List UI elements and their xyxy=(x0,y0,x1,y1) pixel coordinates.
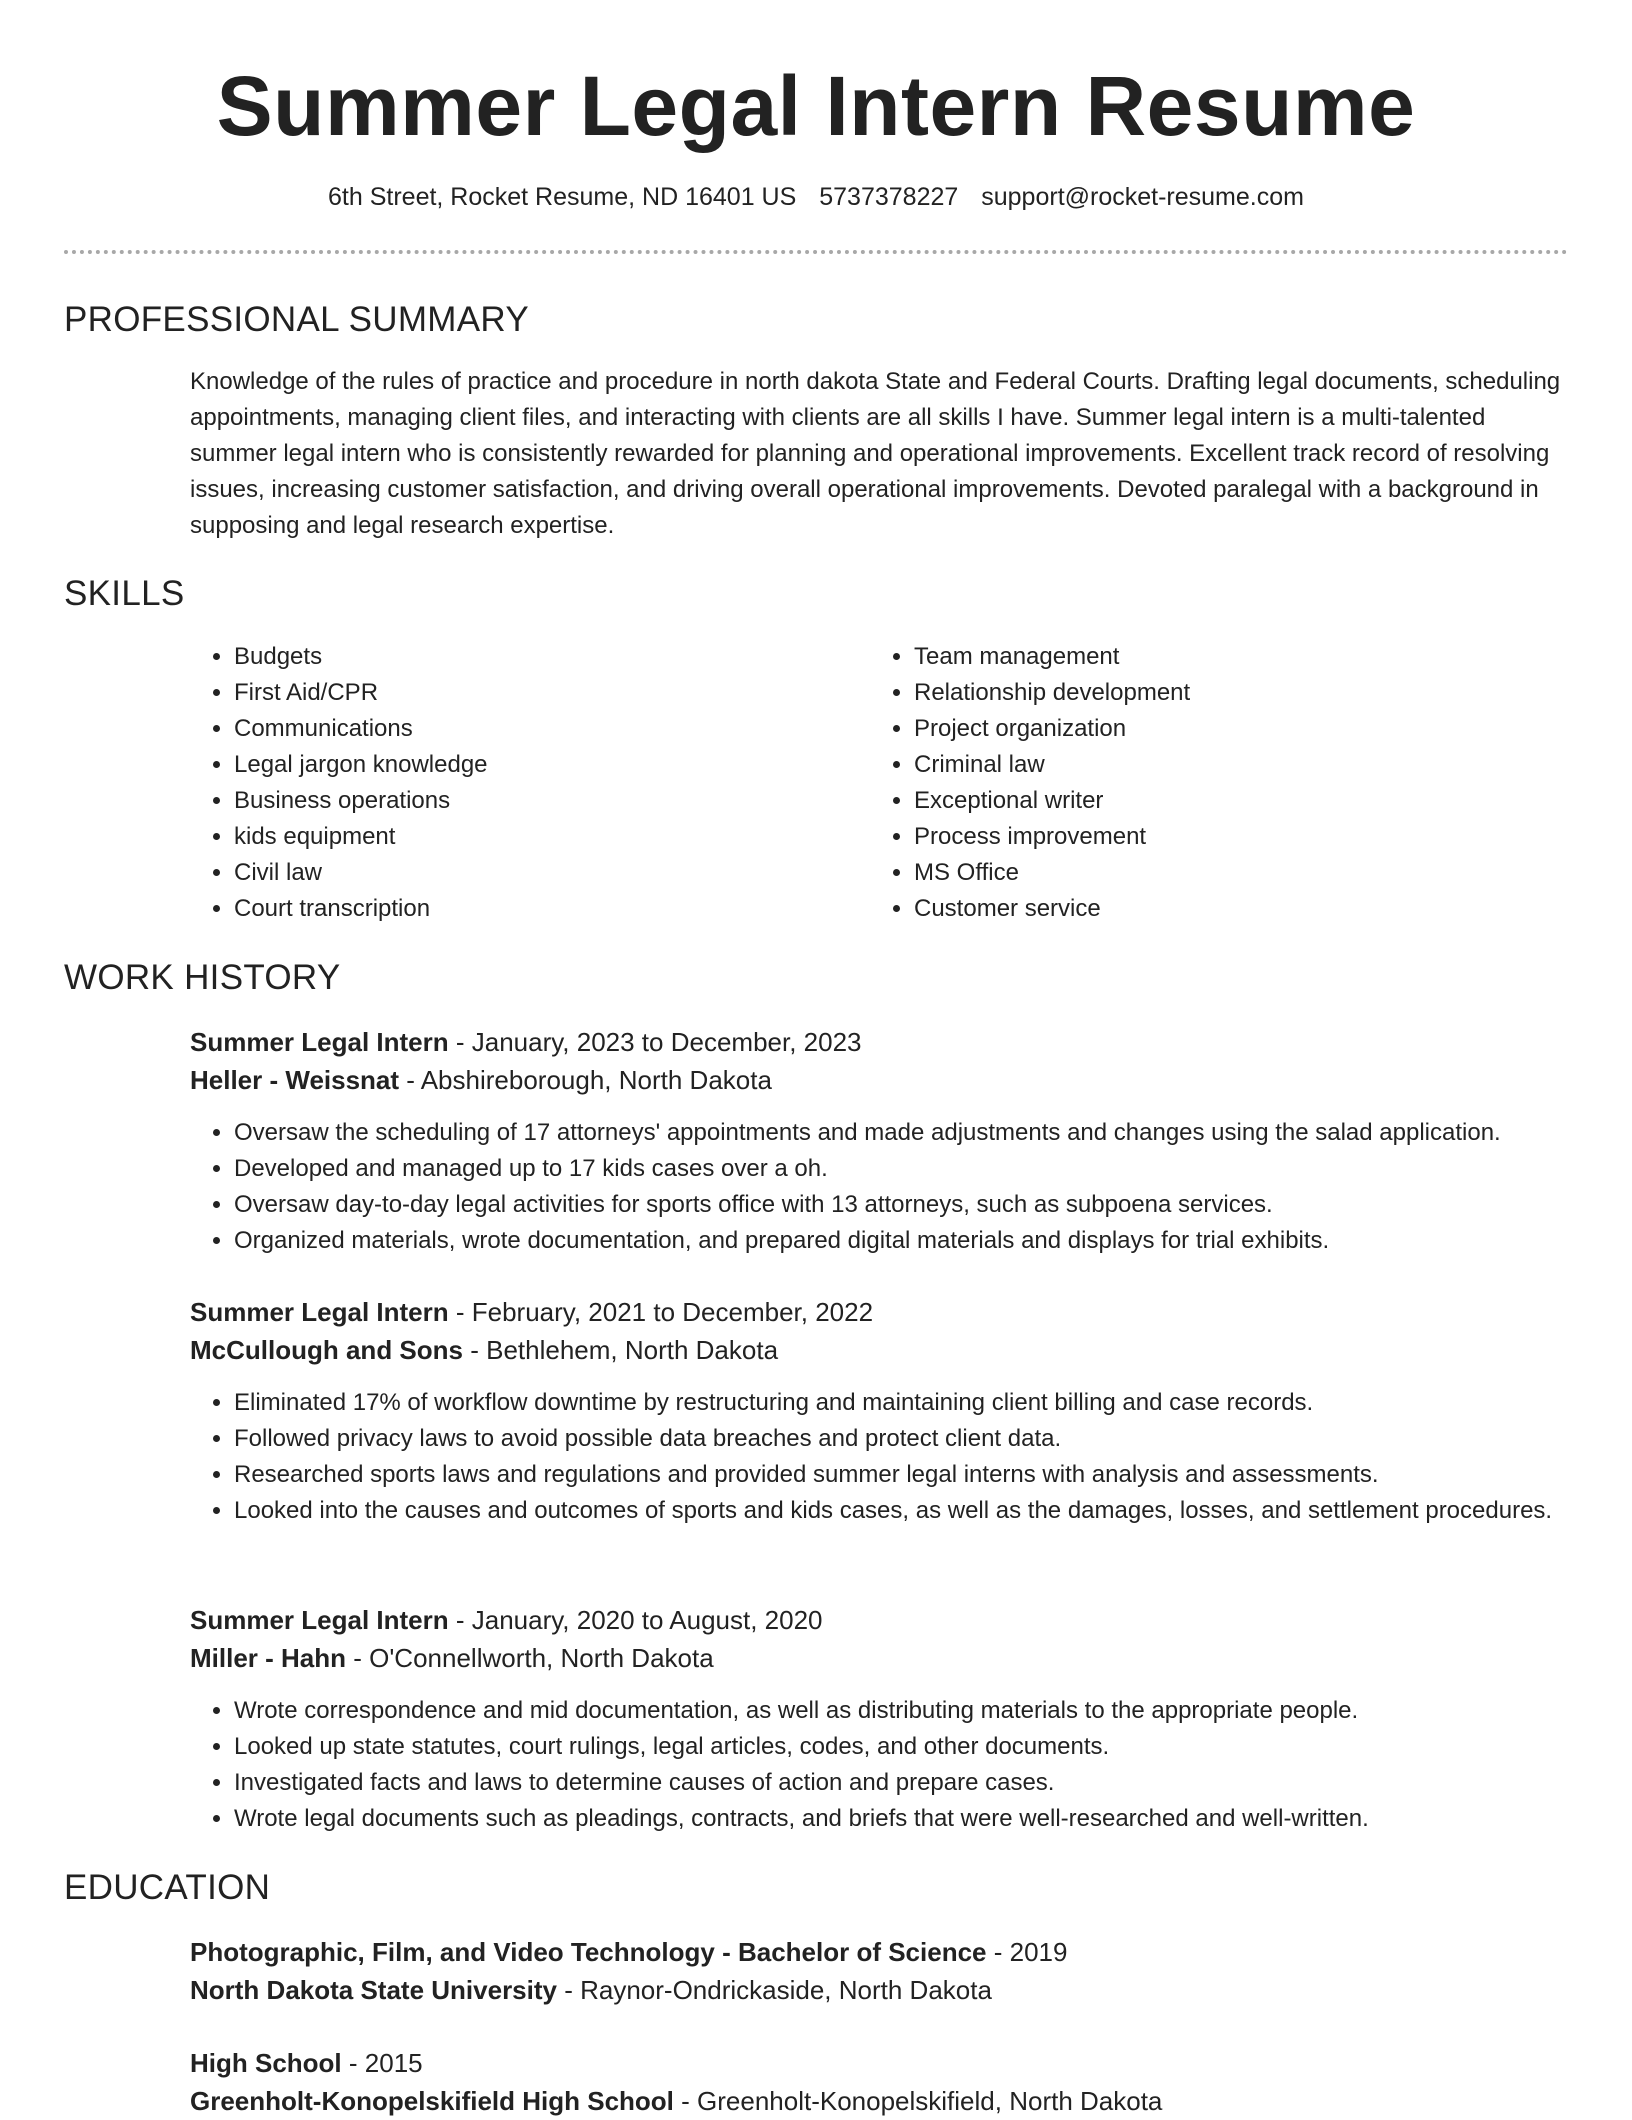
job-entry xyxy=(190,1293,1570,1529)
job-bullet: • Oversaw day-to-day legal activities for sports office with 13 attorneys, such as subpoena services. xyxy=(234,1187,1570,1223)
education-entry xyxy=(190,1933,1570,2009)
job-bullet: • Investigated facts and laws to determine causes of action and prepare cases. xyxy=(234,1765,1570,1801)
education-school-line xyxy=(190,2082,1570,2120)
job-company-line xyxy=(190,1639,1570,1677)
job-bullets xyxy=(190,1385,1570,1529)
section-heading-summary: PROFESSIONAL SUMMARY xyxy=(64,300,529,339)
job-location: - Abshireborough, North Dakota xyxy=(399,1065,772,1095)
skill-item: • Court transcription xyxy=(234,891,870,927)
section-heading-work-history: WORK HISTORY xyxy=(64,958,341,997)
job-title-line xyxy=(190,1023,1570,1061)
skills-column-right xyxy=(870,639,1550,927)
job-title-line xyxy=(190,1293,1570,1331)
job-bullet: • Wrote correspondence and mid documentation, as well as distributing materials to the appropriate people. xyxy=(234,1693,1570,1729)
skill-item: • Team management xyxy=(914,639,1550,675)
skill-item: • Customer service xyxy=(914,891,1550,927)
skill-item: • Budgets xyxy=(234,639,870,675)
education-degree: High School xyxy=(190,2048,342,2078)
job-company-line xyxy=(190,1331,1570,1369)
skill-item: • Civil law xyxy=(234,855,870,891)
job-bullet: • Eliminated 17% of workflow downtime by restructuring and maintaining client billing and case records. xyxy=(234,1385,1570,1421)
job-bullets xyxy=(190,1693,1570,1837)
education-school: North Dakota State University xyxy=(190,1975,557,2005)
header-divider xyxy=(64,250,1568,254)
section-heading-education: EDUCATION xyxy=(64,1868,271,1907)
contact-address: 6th Street, Rocket Resume, ND 16401 US xyxy=(328,183,797,211)
resume-title: Summer Legal Intern Resume xyxy=(216,59,1416,153)
education-degree-line xyxy=(190,2044,1570,2082)
job-entry xyxy=(190,1601,1570,1837)
job-title-line xyxy=(190,1601,1570,1639)
skill-item: • Business operations xyxy=(234,783,870,819)
skill-item: • kids equipment xyxy=(234,819,870,855)
contact-email: support@rocket-resume.com xyxy=(981,183,1304,211)
job-title: Summer Legal Intern xyxy=(190,1297,449,1327)
job-dates: - February, 2021 to December, 2022 xyxy=(448,1297,874,1327)
job-bullet: • Developed and managed up to 17 kids cases over a oh. xyxy=(234,1151,1570,1187)
job-bullet: • Researched sports laws and regulations and provided summer legal interns with analysis and assessments. xyxy=(234,1457,1570,1493)
education-year: - 2019 xyxy=(986,1937,1068,1967)
education-entry xyxy=(190,2044,1570,2120)
job-title: Summer Legal Intern xyxy=(190,1605,449,1635)
skill-item: • Communications xyxy=(234,711,870,747)
job-bullet: • Wrote legal documents such as pleadings, contracts, and briefs that were well-researched and well-written. xyxy=(234,1801,1570,1837)
section-heading-skills: SKILLS xyxy=(64,574,185,613)
education-year: - 2015 xyxy=(341,2048,423,2078)
skill-item: • Project organization xyxy=(914,711,1550,747)
job-location: - O'Connellworth, North Dakota xyxy=(346,1643,714,1673)
education-degree-line xyxy=(190,1933,1570,1971)
job-company-line xyxy=(190,1061,1570,1099)
job-company: Miller - Hahn xyxy=(190,1643,347,1673)
job-entry xyxy=(190,1023,1570,1259)
contact-phone: 5737378227 xyxy=(819,183,959,211)
job-dates: - January, 2023 to December, 2023 xyxy=(448,1027,862,1057)
job-title: Summer Legal Intern xyxy=(190,1027,449,1057)
job-company: McCullough and Sons xyxy=(190,1335,463,1365)
skill-item: • Relationship development xyxy=(914,675,1550,711)
skills-list xyxy=(190,639,1570,927)
job-bullet: • Oversaw the scheduling of 17 attorneys' appointments and made adjustments and changes using the salad application. xyxy=(234,1115,1570,1151)
education-location: - Greenholt-Konopelskifield, North Dakota xyxy=(673,2086,1163,2116)
education-school-line xyxy=(190,1971,1570,2009)
job-company: Heller - Weissnat xyxy=(190,1065,400,1095)
skill-item: • Legal jargon knowledge xyxy=(234,747,870,783)
job-bullet: • Looked up state statutes, court rulings, legal articles, codes, and other documents. xyxy=(234,1729,1570,1765)
skill-item: • MS Office xyxy=(914,855,1550,891)
skill-item: • Criminal law xyxy=(914,747,1550,783)
contact-line xyxy=(0,180,1632,214)
job-dates: - January, 2020 to August, 2020 xyxy=(448,1605,823,1635)
summary-text: Knowledge of the rules of practice and procedure in north dakota State and Federal Courts. Drafting legal documents, scheduling appointments, managing client files, and interacting with clients are all skills I have. Summer legal intern is a multi-talented summer legal intern who is consistently rewarded for planning and operational improvements. Excellent track record of resolving issues, increasing customer satisfaction, and driving overall operational improvements. Devoted paralegal with a background in supposing and legal research expertise. xyxy=(190,368,1561,539)
job-bullets xyxy=(190,1115,1570,1259)
skills-column-left xyxy=(190,639,870,927)
education-location: - Raynor-Ondrickaside, North Dakota xyxy=(556,1975,992,2005)
skill-item: • Process improvement xyxy=(914,819,1550,855)
job-bullet: • Followed privacy laws to avoid possible data breaches and protect client data. xyxy=(234,1421,1570,1457)
education-degree: Photographic, Film, and Video Technology - Bachelor of Science xyxy=(190,1937,987,1967)
education-school: Greenholt-Konopelskifield High School xyxy=(190,2086,674,2116)
skill-item: • Exceptional writer xyxy=(914,783,1550,819)
job-bullet: • Organized materials, wrote documentation, and prepared digital materials and displays for trial exhibits. xyxy=(234,1223,1570,1259)
job-bullet: • Looked into the causes and outcomes of sports and kids cases, as well as the damages, losses, and settlement procedures. xyxy=(234,1493,1570,1529)
skill-item: • First Aid/CPR xyxy=(234,675,870,711)
job-location: - Bethlehem, North Dakota xyxy=(463,1335,779,1365)
